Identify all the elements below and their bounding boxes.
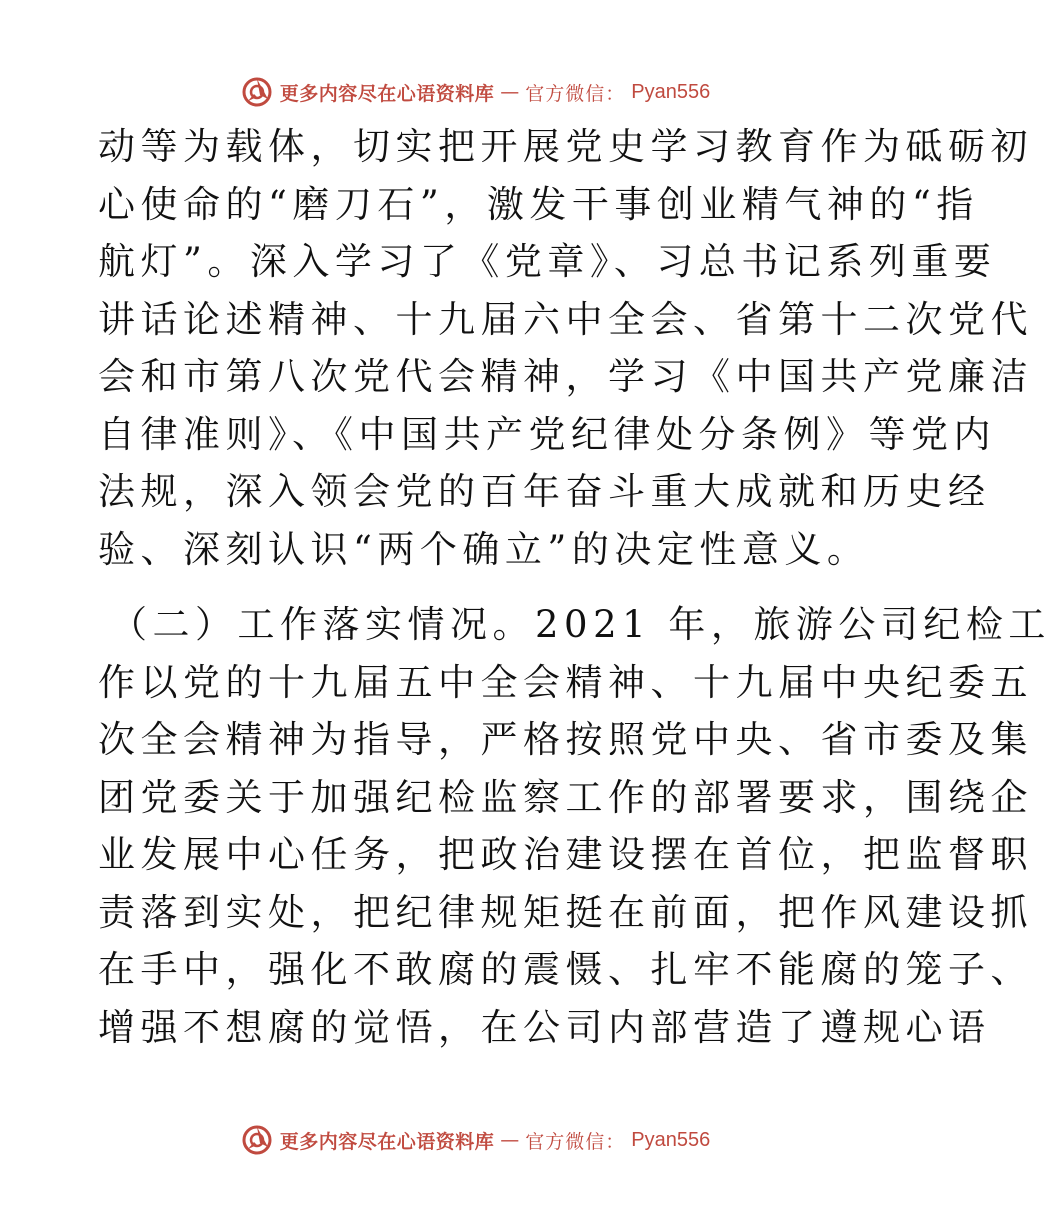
footer-banner (0, 1120, 950, 1160)
text-line: 讲话论述精神、十九届六中全会、省第十二次党代 (98, 297, 1033, 341)
document-body (98, 118, 1051, 1056)
banner-wechat-id: Pyan556 (631, 1128, 711, 1151)
brand-logo-icon (240, 75, 274, 109)
banner-separator: — (500, 81, 520, 103)
text-line: 业发展中心任务，把政治建设摆在首位，把监督职 (98, 833, 1033, 876)
paragraph-1 (98, 118, 1033, 578)
banner-wechat-id: Pyan556 (631, 80, 711, 103)
text-line: 次全会精神为指导，严格按照党中央、省市委及集 (98, 718, 1033, 761)
paragraph-gap (98, 578, 858, 596)
section-heading-line: （二）工作落实情况。2021 年，旅游公司纪检工 (110, 603, 1051, 646)
banner-official-label: 官方微信： (525, 1130, 626, 1153)
banner-text: 更多内容尽在心语资料库 (279, 82, 495, 105)
paragraph-2 (98, 596, 1051, 1056)
text-line: 航灯”。深入学习了《党章》、习总书记系列重要 (98, 240, 997, 283)
banner-separator: — (500, 1129, 520, 1151)
text-line: 心使命的“磨刀石”，激发干事创业精气神的“指 (98, 182, 979, 226)
text-line: 增强不想腐的觉悟，在公司内部营造了遵规心语 (98, 1005, 991, 1049)
text-line: 会和市第八次党代会精神，学习《中国共产党廉洁 (98, 355, 1033, 398)
header-banner (0, 72, 950, 112)
text-line: 验、深刻认识“两个确立”的决定性意义。 (98, 527, 870, 571)
text-line: 责落到实处，把纪律规矩挺在前面，把作风建设抓 (98, 890, 1033, 934)
text-line: 团党委关于加强纪检监察工作的部署要求，围绕企 (98, 775, 1033, 819)
text-line: 自律准则》、《中国共产党纪律处分条例》等党内 (98, 412, 996, 456)
brand-logo-icon (240, 1123, 274, 1157)
text-line: 动等为载体，切实把开展党史学习教育作为砥砺初 (98, 125, 1033, 168)
banner-official-label: 官方微信： (525, 82, 626, 105)
text-line: 作以党的十九届五中全会精神、十九届中央纪委五 (98, 660, 1033, 704)
text-line: 法规，深入领会党的百年奋斗重大成就和历史经 (98, 470, 991, 513)
text-line: 在手中，强化不敢腐的震慑、扎牢不能腐的笼子、 (98, 948, 1033, 991)
banner-text: 更多内容尽在心语资料库 (279, 1130, 495, 1153)
